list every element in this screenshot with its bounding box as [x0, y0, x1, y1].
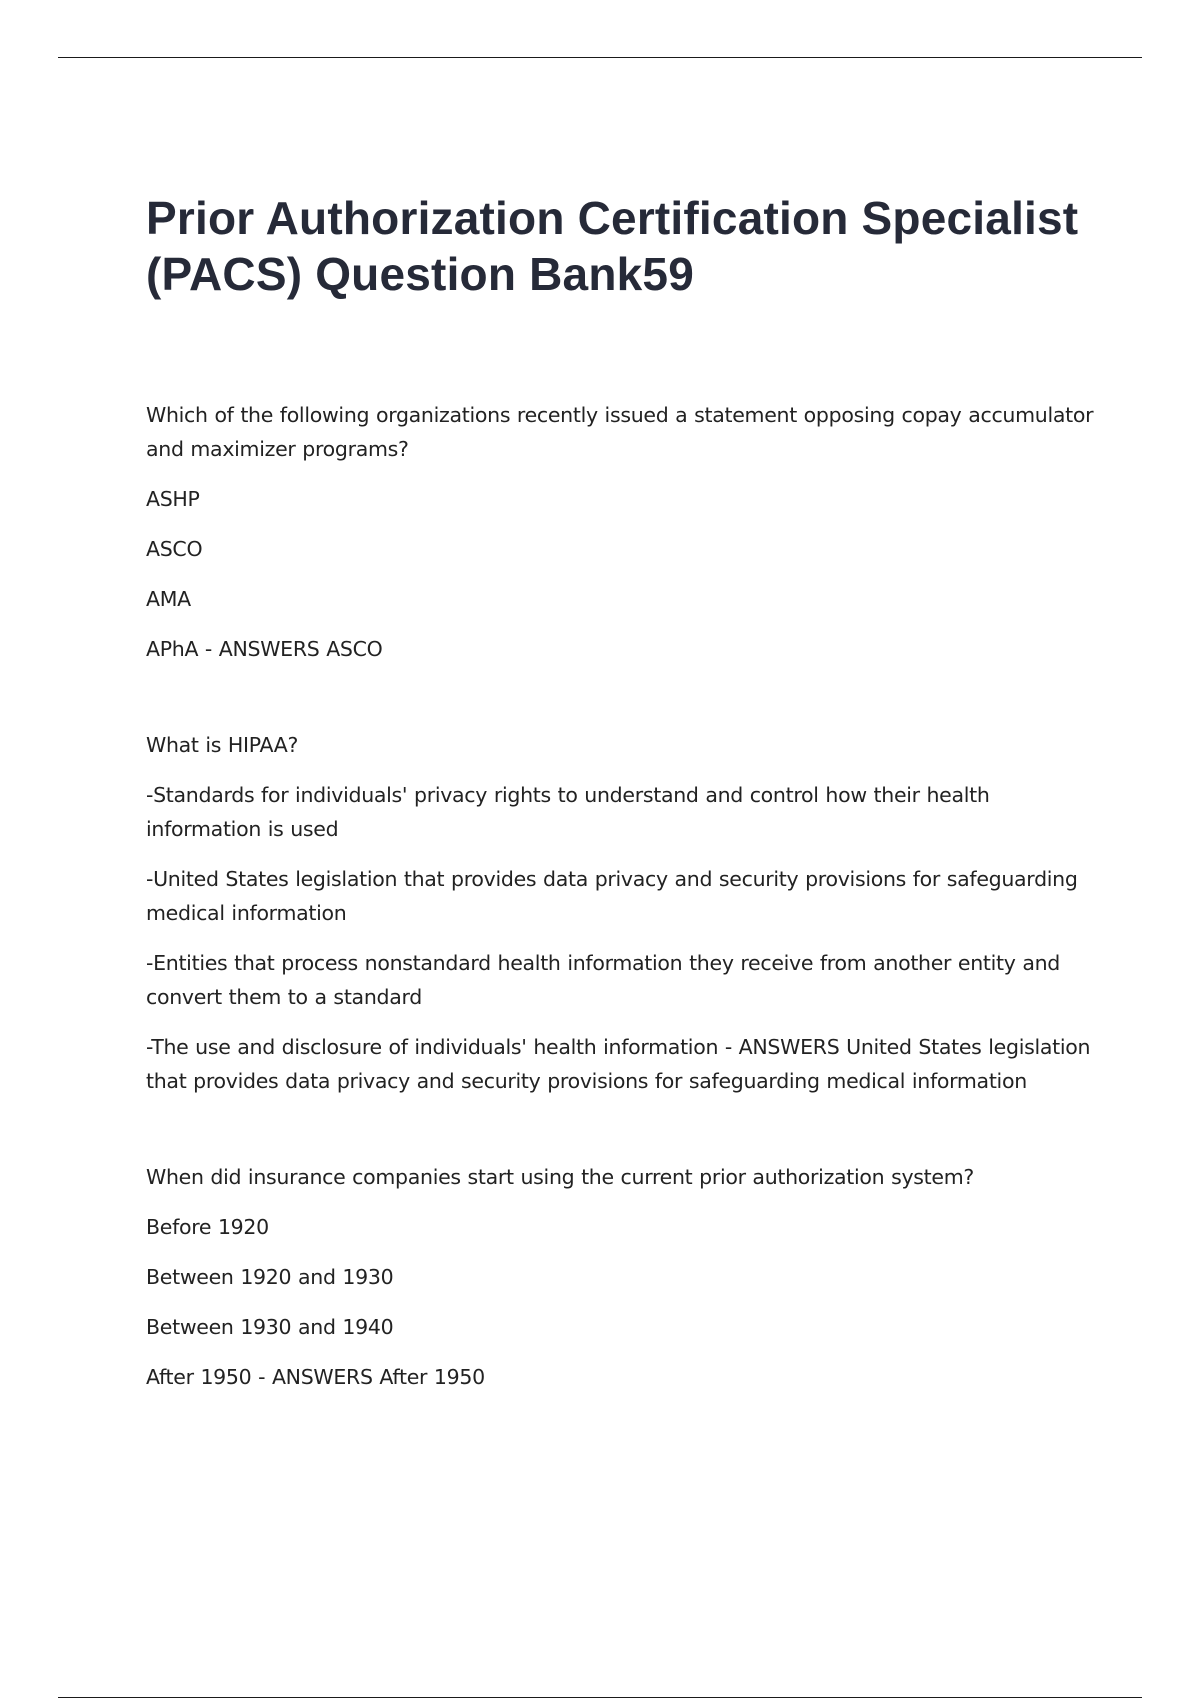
document-body: [146, 190, 1096, 1410]
question-text: What is HIPAA?: [146, 733, 299, 757]
answer-option: Between 1920 and 1930: [146, 1265, 394, 1289]
header-rule: [58, 57, 1142, 58]
answer-option-with-answer: -The use and disclosure of individuals' health information - ANSWERS United States legislation that provides data privacy and security provisions for safeguarding medical information: [146, 1035, 1091, 1093]
answer-option-with-answer: After 1950 - ANSWERS After 1950: [146, 1365, 485, 1389]
question-block-3: [146, 1160, 1096, 1394]
answer-option: ASHP: [146, 487, 200, 511]
footer-rule: [58, 1697, 1142, 1698]
question-text: When did insurance companies start using the current prior authorization system?: [146, 1165, 974, 1189]
answer-option: -United States legislation that provides data privacy and security provisions for safeguarding medical information: [146, 867, 1078, 925]
question-block-1: [146, 398, 1096, 666]
question-block-2: [146, 728, 1096, 1098]
answer-option-with-answer: APhA - ANSWERS ASCO: [146, 637, 383, 661]
answer-option: -Entities that process nonstandard health information they receive from another entity and convert them to a standard: [146, 951, 1060, 1009]
answer-option: -Standards for individuals' privacy rights to understand and control how their health information is used: [146, 783, 990, 841]
document-title: Prior Authorization Certification Specialist (PACS) Question Bank59: [146, 192, 1079, 300]
answer-option: ASCO: [146, 537, 203, 561]
answer-option: AMA: [146, 587, 191, 611]
question-text: Which of the following organizations recently issued a statement opposing copay accumulator and maximizer programs?: [146, 403, 1094, 461]
answer-option: Before 1920: [146, 1215, 269, 1239]
answer-option: Between 1930 and 1940: [146, 1315, 394, 1339]
